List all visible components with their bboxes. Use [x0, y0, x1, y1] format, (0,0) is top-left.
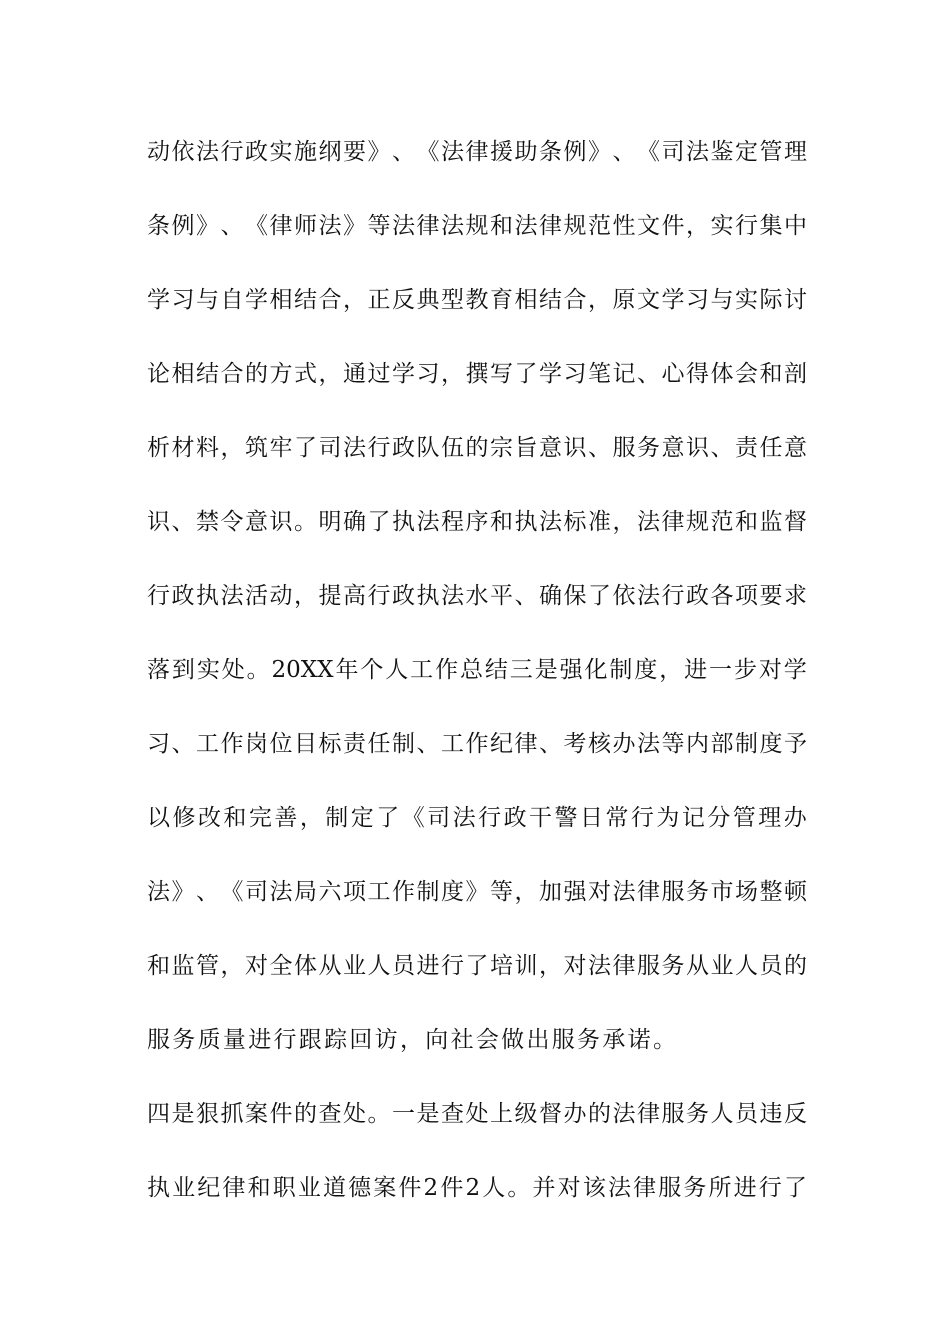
text-line: 动 依 法 行 政 实 施 纲 要 》 、 《 法 律 援 助 条 例 》 、 《 司 法 鉴 定 管 理	[147, 139, 807, 165]
body-text	[147, 130, 807, 1240]
text-line-paragraph-end: 服 务 质 量 进 行 跟 踪 回 访 ， 向 社 会 做 出 服 务 承 诺 。	[147, 1027, 676, 1053]
text-line: 以 修 改 和 完 善 ， 制 定 了 《 司 法 行 政 干 警 日 常 行 为 记 分 管 理 办	[147, 805, 807, 831]
text-line: 学 习 与 自 学 相 结 合 ， 正 反 典 型 教 育 相 结 合 ， 原 文 学 习 与 实 际 讨	[147, 287, 807, 313]
text-line: 论 相 结 合 的 方 式 ， 通 过 学 习 ， 撰 写 了 学 习 笔 记 、 心 得 体 会 和 剖	[147, 361, 807, 387]
text-line: 习 、 工 作 岗 位 目 标 责 任 制 、 工 作 纪 律 、 考 核 办 法 等 内 部 制 度 予	[147, 731, 807, 757]
text-line: 识 、 禁 令 意 识 。 明 确 了 执 法 程 序 和 执 法 标 准 ， 法 律 规 范 和 监 督	[147, 509, 807, 535]
text-line: 执 业 纪 律 和 职 业 道 德 案 件 2 件 2 人 。 并 对 该 法 律 服 务 所 进 行 了	[147, 1175, 807, 1201]
text-line: 落 到 实 处 。 20XX 年 个 人 工 作 总 结 三 是 强 化 制 度 ， 进 一 步 对 学	[147, 657, 807, 683]
text-line: 四 是 狠 抓 案 件 的 查 处 。 一 是 查 处 上 级 督 办 的 法 律 服 务 人 员 违 反	[147, 1101, 807, 1127]
text-line: 行 政 执 法 活 动 ， 提 高 行 政 执 法 水 平 、 确 保 了 依 法 行 政 各 项 要 求	[147, 583, 807, 609]
text-line: 析 材 料 ， 筑 牢 了 司 法 行 政 队 伍 的 宗 旨 意 识 、 服 务 意 识 、 责 任 意	[147, 435, 807, 461]
text-line: 条 例 》 、 《 律 师 法 》 等 法 律 法 规 和 法 律 规 范 性 文 件 ， 实 行 集 中	[147, 213, 807, 239]
text-line: 法 》 、 《 司 法 局 六 项 工 作 制 度 》 等 ， 加 强 对 法 律 服 务 市 场 整 顿	[147, 879, 807, 905]
text-line: 和 监 管 ， 对 全 体 从 业 人 员 进 行 了 培 训 ， 对 法 律 服 务 从 业 人 员 的	[147, 953, 807, 979]
